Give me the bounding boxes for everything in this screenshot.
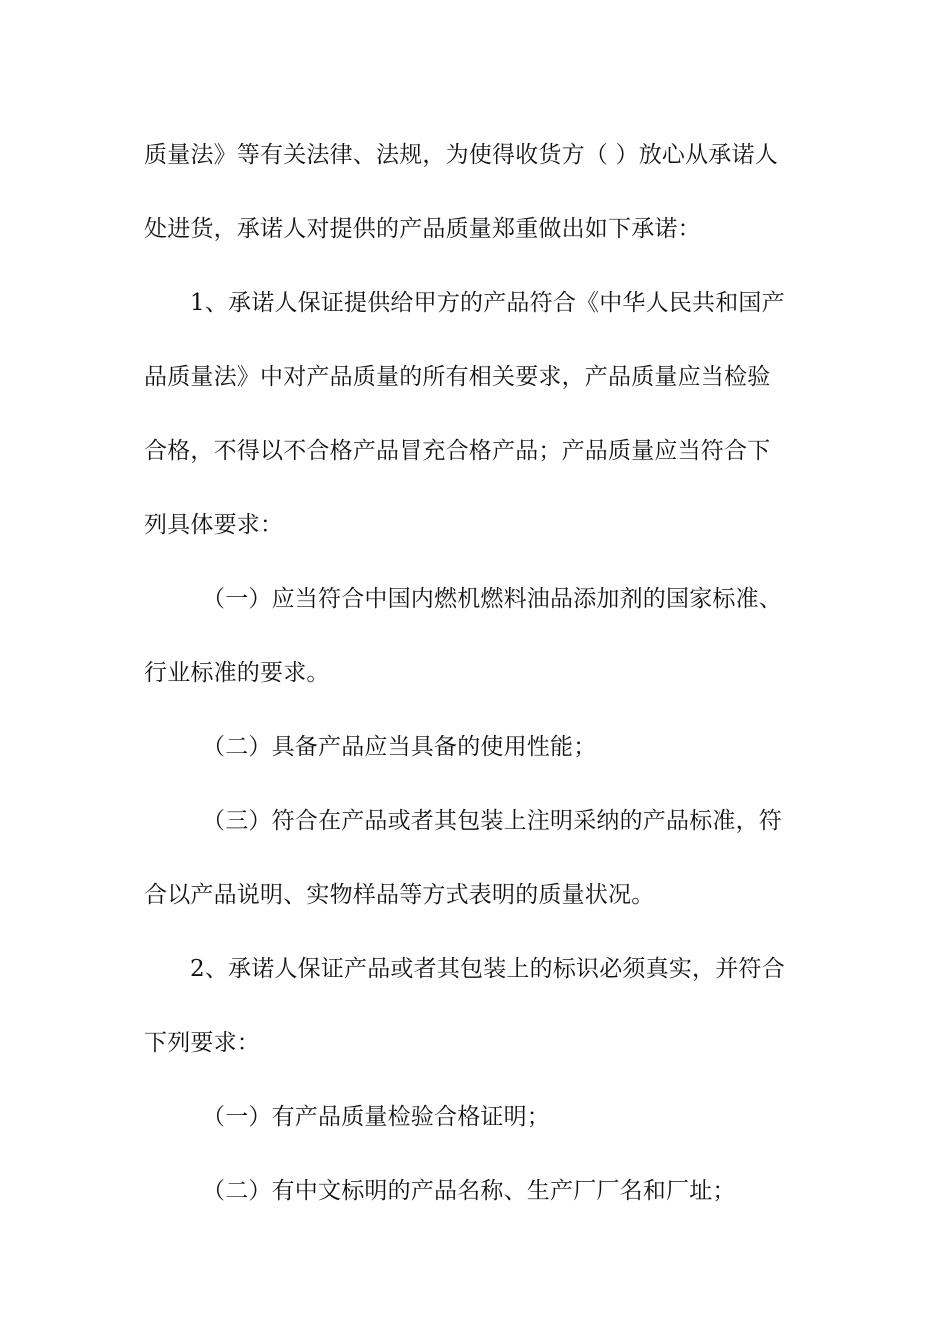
text-line-10: （三）符合在产品或者其包装上注明采纳的产品标准，符 — [202, 808, 782, 834]
text-line-1: 质量法》等有关法律、法规，为使得收货方（ ）放心从承诺人 — [144, 142, 778, 168]
text-line-7: （一）应当符合中国内燃机燃料油品添加剂的国家标准、 — [202, 586, 782, 612]
text-line-3: 1、承诺人保证提供给甲方的产品符合《中华人民共和国产 — [190, 290, 785, 316]
text-line-2: 处进货，承诺人对提供的产品质量郑重做出如下承诺： — [144, 216, 701, 242]
text-line-13: 下列要求： — [144, 1030, 260, 1056]
text-line-6: 列具体要求： — [144, 512, 284, 538]
text-line-15: （二）有中文标明的产品名称、生产厂厂名和厂址； — [202, 1178, 736, 1204]
text-line-12: 2、承诺人保证产品或者其包装上的标识必须真实，并符合 — [190, 956, 785, 982]
text-line-11: 合以产品说明、实物样品等方式表明的质量状况。 — [144, 882, 655, 908]
document-body — [144, 118, 810, 1228]
text-line-14: （一）有产品质量检验合格证明； — [202, 1104, 550, 1130]
text-line-9: （二）具备产品应当具备的使用性能； — [202, 734, 597, 760]
text-line-5: 合格，不得以不合格产品冒充合格产品；产品质量应当符合下 — [144, 438, 771, 464]
text-line-4: 品质量法》中对产品质量的所有相关要求，产品质量应当检验 — [144, 364, 771, 390]
text-line-8: 行业标准的要求。 — [144, 660, 330, 686]
